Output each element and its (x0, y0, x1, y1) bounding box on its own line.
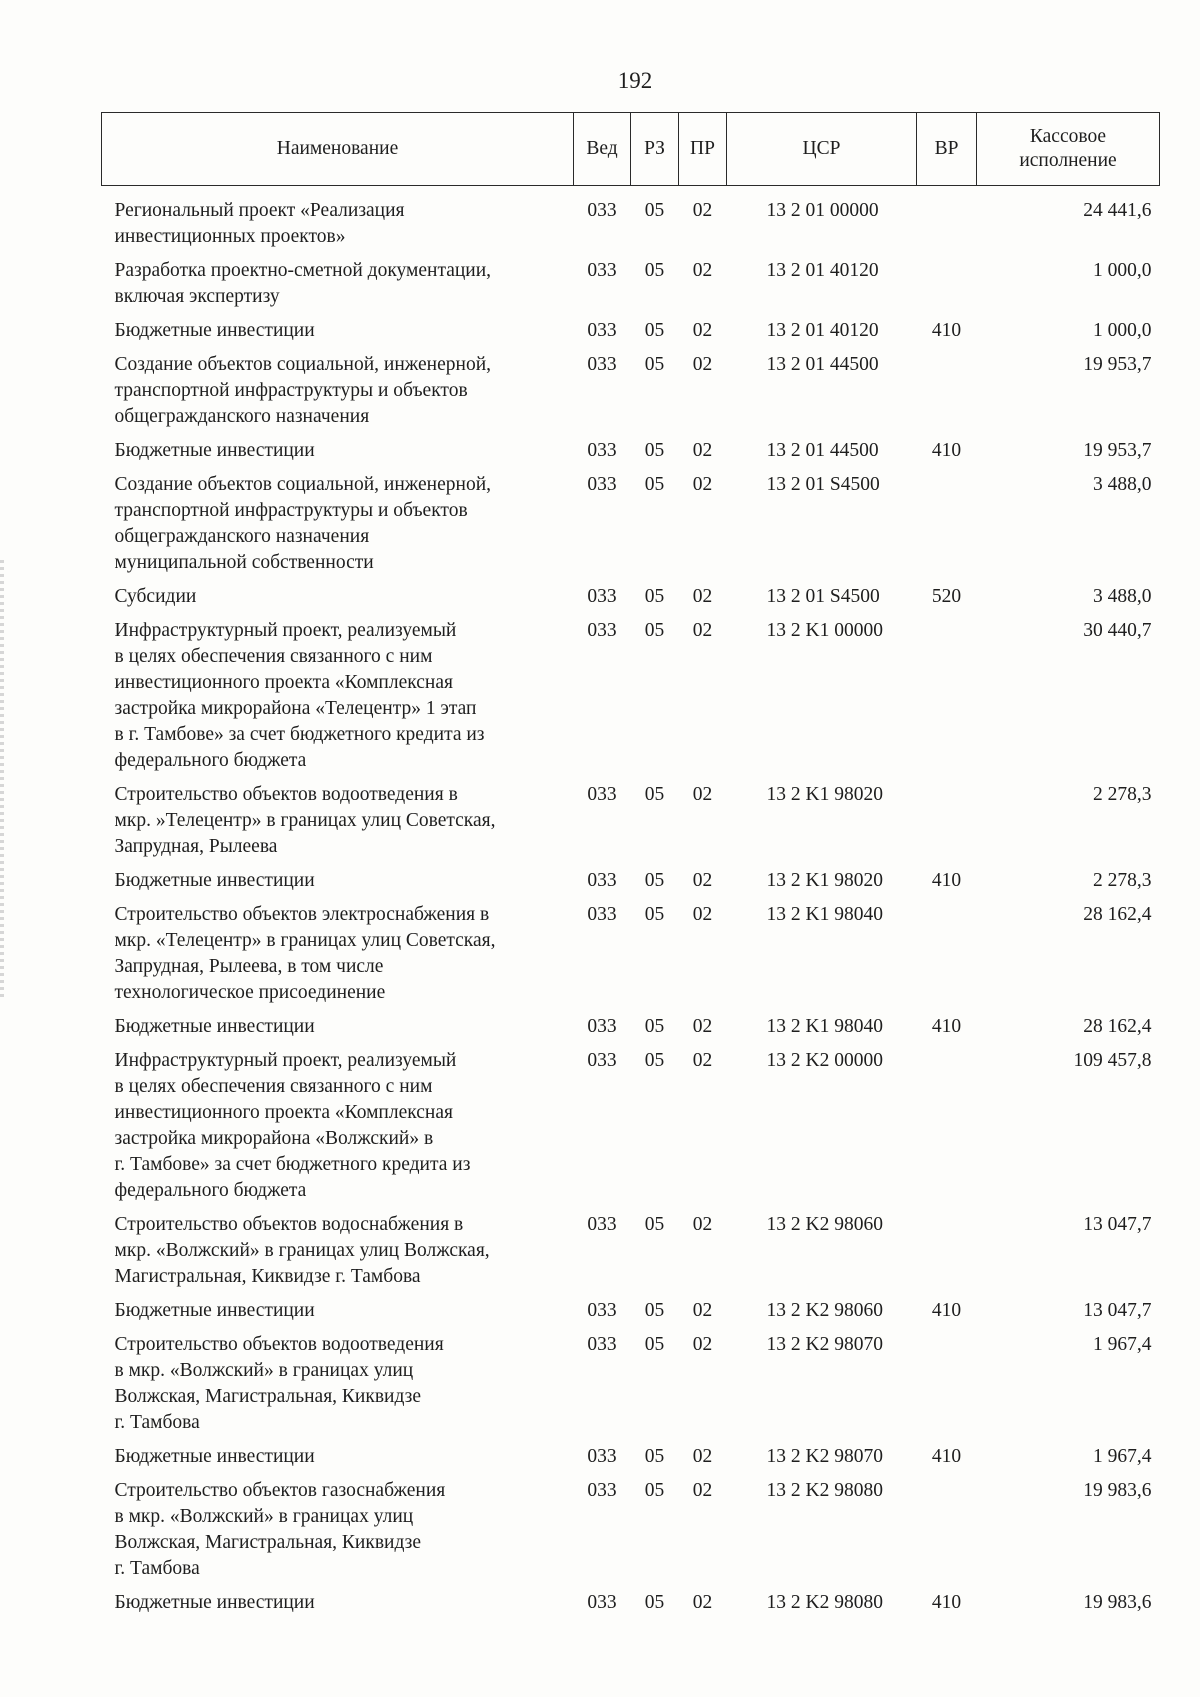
header-csr: ЦСР (727, 113, 917, 186)
row-csr: 13 2 01 40120 (766, 260, 879, 281)
row-name-line: Бюджетные инвестиции (114, 320, 315, 341)
row-pr: 02 (692, 1480, 713, 1501)
row-rz: 05 (644, 784, 665, 805)
row-name-line: Магистральная, Киквидзе г. Тамбова (114, 1266, 421, 1287)
row-name-line: федерального бюджета (114, 1180, 307, 1201)
row-pr: 02 (692, 354, 713, 375)
row-name-line: в мкр. «Волжский» в границах улиц (114, 1506, 414, 1527)
row-vr (917, 472, 977, 584)
row-csr: 13 2 01 S4500 (766, 586, 880, 607)
row-rz: 05 (644, 320, 665, 341)
row-rz: 05 (644, 200, 665, 221)
header-amount: Кассовое исполнение (977, 113, 1160, 186)
row-name-line: Инфраструктурный проект, реализуемый (114, 620, 457, 641)
row-name-line: Создание объектов социальной, инженерной, (114, 354, 491, 375)
row-rz: 05 (644, 260, 665, 281)
row-name (102, 472, 574, 584)
row-vr: 520 (931, 586, 962, 607)
row-name-line: в мкр. «Волжский» в границах улиц (114, 1360, 414, 1381)
table-row (102, 1212, 1160, 1298)
table-row (102, 1590, 1160, 1624)
row-name (102, 1298, 574, 1332)
row-name (102, 584, 574, 618)
row-ved: 033 (587, 1334, 617, 1355)
row-amount: 13 047,7 (1083, 1300, 1152, 1321)
row-name (102, 318, 574, 352)
row-csr: 13 2 K1 98040 (766, 1016, 883, 1037)
row-pr: 02 (692, 320, 713, 341)
row-vr: 410 (931, 1592, 962, 1613)
budget-table (101, 112, 1160, 1624)
row-amount: 1 967,4 (1093, 1334, 1152, 1355)
row-name (102, 186, 574, 259)
row-vr (917, 618, 977, 782)
row-name-line: в целях обеспечения связанного с ним (114, 646, 433, 667)
row-ved: 033 (587, 784, 617, 805)
row-pr: 02 (692, 1300, 713, 1321)
row-amount: 19 983,6 (1083, 1480, 1152, 1501)
row-name-line: мкр. «Телецентр» в границах улиц Советская, (114, 930, 496, 951)
row-pr: 02 (692, 200, 713, 221)
scan-edge-artifact (0, 560, 4, 1000)
table-row (102, 1332, 1160, 1444)
table-row (102, 1298, 1160, 1332)
row-rz: 05 (644, 354, 665, 375)
row-name-line: Разработка проектно-сметной документации, (114, 260, 492, 281)
row-vr (917, 1478, 977, 1590)
row-name-line: в г. Тамбове» за счет бюджетного кредита из (114, 724, 485, 745)
table-row (102, 318, 1160, 352)
row-vr: 410 (931, 1446, 962, 1467)
row-rz: 05 (644, 1480, 665, 1501)
header-pr: ПР (679, 113, 727, 186)
row-name (102, 782, 574, 868)
table-header (102, 113, 1160, 186)
row-name-line: Строительство объектов водоотведения (114, 1334, 444, 1355)
table-row (102, 186, 1160, 259)
row-csr: 13 2 01 44500 (766, 354, 879, 375)
row-vr: 410 (931, 1016, 962, 1037)
row-rz: 05 (644, 620, 665, 641)
row-vr (917, 902, 977, 1014)
table-row (102, 1014, 1160, 1048)
row-name (102, 438, 574, 472)
row-name-line: Создание объектов социальной, инженерной, (114, 474, 491, 495)
row-pr: 02 (692, 1050, 713, 1071)
row-name-line: г. Тамбова (114, 1412, 200, 1433)
row-rz: 05 (644, 440, 665, 461)
row-csr: 13 2 01 40120 (766, 320, 879, 341)
row-csr: 13 2 K1 98040 (766, 904, 883, 925)
row-name-line: Бюджетные инвестиции (114, 1016, 315, 1037)
table-row (102, 618, 1160, 782)
page-number: 192 (617, 68, 653, 93)
row-amount: 24 441,6 (1083, 200, 1152, 221)
row-name-line: застройка микрорайона «Волжский» в (114, 1128, 434, 1149)
row-pr: 02 (692, 870, 713, 891)
row-name-line: в целях обеспечения связанного с ним (114, 1076, 433, 1097)
row-pr: 02 (692, 1016, 713, 1037)
row-ved: 033 (587, 586, 617, 607)
row-amount: 1 000,0 (1093, 320, 1152, 341)
row-name-line: транспортной инфраструктуры и объектов (114, 380, 468, 401)
row-name-line: Запрудная, Рылеева, в том числе (114, 956, 384, 977)
row-pr: 02 (692, 904, 713, 925)
row-csr: 13 2 K2 00000 (766, 1050, 883, 1071)
row-amount: 3 488,0 (1093, 474, 1152, 495)
table-row (102, 584, 1160, 618)
row-vr (917, 782, 977, 868)
row-pr: 02 (692, 1334, 713, 1355)
row-csr: 13 2 01 00000 (766, 200, 879, 221)
row-amount: 3 488,0 (1093, 586, 1152, 607)
row-rz: 05 (644, 1300, 665, 1321)
row-ved: 033 (587, 1300, 617, 1321)
row-name-line: включая экспертизу (114, 286, 280, 307)
row-pr: 02 (692, 440, 713, 461)
row-ved: 033 (587, 904, 617, 925)
row-amount: 13 047,7 (1083, 1214, 1152, 1235)
row-ved: 033 (587, 474, 617, 495)
row-name-line: инвестиционного проекта «Комплексная (114, 672, 453, 693)
row-name-line: Инфраструктурный проект, реализуемый (114, 1050, 457, 1071)
row-rz: 05 (644, 904, 665, 925)
row-name-line: транспортной инфраструктуры и объектов (114, 500, 468, 521)
row-name-line: Волжская, Магистральная, Киквидзе (114, 1386, 421, 1407)
row-csr: 13 2 K2 98080 (766, 1480, 883, 1501)
row-ved: 033 (587, 320, 617, 341)
row-name-line: общегражданского назначения (114, 406, 370, 427)
row-name-line: федерального бюджета (114, 750, 307, 771)
row-rz: 05 (644, 1446, 665, 1467)
row-name-line: инвестиционных проектов» (114, 226, 346, 247)
table-row (102, 352, 1160, 438)
row-name (102, 1590, 574, 1624)
row-amount: 19 983,6 (1083, 1592, 1152, 1613)
row-csr: 13 2 K1 98020 (766, 784, 883, 805)
row-rz: 05 (644, 870, 665, 891)
row-name-line: технологическое присоединение (114, 982, 386, 1003)
row-name-line: Бюджетные инвестиции (114, 1300, 315, 1321)
row-csr: 13 2 K2 98080 (766, 1592, 883, 1613)
row-vr: 410 (931, 440, 962, 461)
row-name (102, 1444, 574, 1478)
row-name-line: мкр. »Телецентр» в границах улиц Советская, (114, 810, 496, 831)
row-rz: 05 (644, 586, 665, 607)
row-name-line: Строительство объектов газоснабжения (114, 1480, 446, 1501)
header-ved: Вед (574, 113, 631, 186)
row-name-line: Бюджетные инвестиции (114, 1446, 315, 1467)
row-pr: 02 (692, 586, 713, 607)
row-pr: 02 (692, 1592, 713, 1613)
row-amount: 30 440,7 (1083, 620, 1152, 641)
row-rz: 05 (644, 1334, 665, 1355)
row-name-line: г. Тамбове» за счет бюджетного кредита из (114, 1154, 471, 1175)
row-name-line: Региональный проект «Реализация (114, 200, 405, 221)
row-name (102, 1478, 574, 1590)
row-name-line: застройка микрорайона «Телецентр» 1 этап (114, 698, 477, 719)
header-name: Наименование (102, 113, 574, 186)
table-row (102, 258, 1160, 318)
row-ved: 033 (587, 1592, 617, 1613)
row-csr: 13 2 01 44500 (766, 440, 879, 461)
header-rz: РЗ (631, 113, 679, 186)
row-ved: 033 (587, 1446, 617, 1467)
table-row (102, 472, 1160, 584)
row-name (102, 1212, 574, 1298)
table-body (102, 186, 1160, 1625)
row-csr: 13 2 K1 00000 (766, 620, 883, 641)
row-name-line: Запрудная, Рылеева (114, 836, 278, 857)
row-name (102, 258, 574, 318)
row-pr: 02 (692, 1214, 713, 1235)
row-vr: 410 (931, 870, 962, 891)
row-pr: 02 (692, 784, 713, 805)
table-row (102, 868, 1160, 902)
row-amount: 109 457,8 (1073, 1050, 1152, 1071)
row-rz: 05 (644, 474, 665, 495)
table-row (102, 1478, 1160, 1590)
table-row (102, 1444, 1160, 1478)
row-pr: 02 (692, 620, 713, 641)
row-name-line: Бюджетные инвестиции (114, 1592, 315, 1613)
row-pr: 02 (692, 474, 713, 495)
row-csr: 13 2 K2 98060 (766, 1300, 883, 1321)
row-amount: 19 953,7 (1083, 440, 1152, 461)
row-vr (917, 1212, 977, 1298)
row-name (102, 1332, 574, 1444)
row-vr (917, 352, 977, 438)
row-amount: 2 278,3 (1093, 784, 1152, 805)
row-rz: 05 (644, 1050, 665, 1071)
row-name-line: Бюджетные инвестиции (114, 870, 315, 891)
row-name (102, 618, 574, 782)
row-ved: 033 (587, 1050, 617, 1071)
row-csr: 13 2 K2 98070 (766, 1446, 883, 1467)
row-name-line: Субсидии (114, 586, 197, 607)
row-name (102, 352, 574, 438)
header-vr: ВР (917, 113, 977, 186)
table-row (102, 782, 1160, 868)
row-name (102, 868, 574, 902)
table-row (102, 1048, 1160, 1212)
row-csr: 13 2 K2 98060 (766, 1214, 883, 1235)
row-name-line: мкр. «Волжский» в границах улиц Волжская, (114, 1240, 490, 1261)
row-vr (917, 1332, 977, 1444)
row-name-line: инвестиционного проекта «Комплексная (114, 1102, 453, 1123)
row-ved: 033 (587, 620, 617, 641)
row-csr: 13 2 01 S4500 (766, 474, 880, 495)
row-name (102, 1048, 574, 1212)
row-amount: 2 278,3 (1093, 870, 1152, 891)
row-pr: 02 (692, 1446, 713, 1467)
row-vr (917, 258, 977, 318)
row-vr (917, 1048, 977, 1212)
row-ved: 033 (587, 440, 617, 461)
row-rz: 05 (644, 1592, 665, 1613)
row-vr (917, 186, 977, 259)
row-ved: 033 (587, 1480, 617, 1501)
row-vr: 410 (931, 320, 962, 341)
row-csr: 13 2 K1 98020 (766, 870, 883, 891)
row-name (102, 1014, 574, 1048)
row-name-line: Строительство объектов электроснабжения в (114, 904, 490, 925)
row-pr: 02 (692, 260, 713, 281)
row-name-line: Строительство объектов водоотведения в (114, 784, 458, 805)
row-name-line: Волжская, Магистральная, Киквидзе (114, 1532, 421, 1553)
row-name-line: муниципальной собственности (114, 552, 374, 573)
row-name-line: Бюджетные инвестиции (114, 440, 315, 461)
row-ved: 033 (587, 260, 617, 281)
row-rz: 05 (644, 1016, 665, 1037)
row-amount: 28 162,4 (1083, 1016, 1152, 1037)
row-ved: 033 (587, 1016, 617, 1037)
row-amount: 1 967,4 (1093, 1446, 1152, 1467)
row-amount: 19 953,7 (1083, 354, 1152, 375)
table-row (102, 438, 1160, 472)
row-amount: 1 000,0 (1093, 260, 1152, 281)
table-row (102, 902, 1160, 1014)
row-amount: 28 162,4 (1083, 904, 1152, 925)
row-name-line: г. Тамбова (114, 1558, 200, 1579)
row-vr: 410 (931, 1300, 962, 1321)
row-ved: 033 (587, 1214, 617, 1235)
row-csr: 13 2 K2 98070 (766, 1334, 883, 1355)
row-ved: 033 (587, 354, 617, 375)
row-ved: 033 (587, 200, 617, 221)
row-ved: 033 (587, 870, 617, 891)
row-name-line: Строительство объектов водоснабжения в (114, 1214, 464, 1235)
row-name (102, 902, 574, 1014)
row-rz: 05 (644, 1214, 665, 1235)
row-name-line: общегражданского назначения (114, 526, 370, 547)
